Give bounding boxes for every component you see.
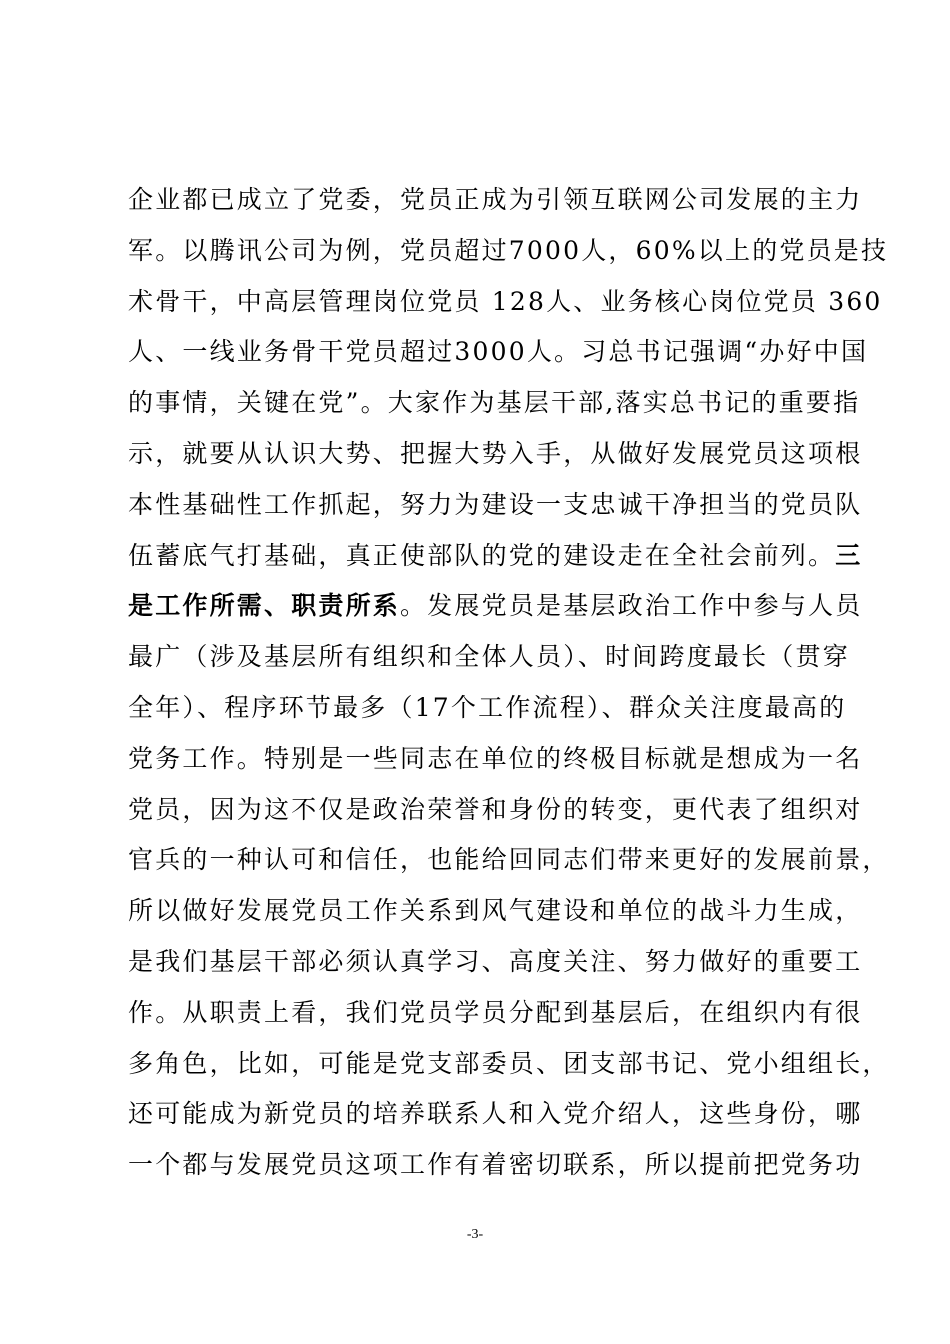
text-line: 军。以腾讯公司为例，党员超过7000人，60%以上的党员是技	[128, 235, 889, 265]
text-line: 作。从职责上看，我们党员学员分配到基层后，在组织内有很	[128, 997, 863, 1027]
bold-heading-fragment: 三	[835, 540, 863, 570]
text-line: 全年）、程序环节最多（17个工作流程）、群众关注度最高的	[128, 692, 847, 722]
text-line: 企业都已成立了党委，党员正成为引领互联网公司发展的主力	[128, 185, 863, 214]
text-line	[128, 588, 863, 639]
text-line: 多角色，比如，可能是党支部委员、团支部书记、党小组组长，	[128, 1048, 890, 1078]
text-line: 示，就要从认识大势、把握大势入手，从做好发展党员这项根	[128, 438, 863, 468]
text-line: 党务工作。特别是一些同志在单位的终极目标就是想成为一名	[128, 743, 863, 773]
text-line	[128, 538, 863, 589]
page-number: -3-	[466, 1227, 484, 1242]
text-line: 所以做好发展党员工作关系到风气建设和单位的战斗力生成，	[128, 896, 863, 926]
text-line: 官兵的一种认可和信任，也能给回同志们带来更好的发展前景，	[128, 845, 890, 875]
bold-heading: 是工作所需、职责所系	[128, 591, 401, 621]
text-segment: 。发展党员是基层政治工作中参与人员	[400, 591, 863, 621]
text-line: 术骨干，中高层管理岗位党员 128人、业务核心岗位党员 360	[128, 286, 883, 316]
text-line: 一个都与发展党员这项工作有着密切联系，所以提前把党务功	[128, 1150, 863, 1180]
text-line: 党员，因为这不仅是政治荣誉和身份的转变，更代表了组织对	[128, 794, 863, 824]
text-segment: 伍蓄底气打基础，真正使部队的党的建设走在全社会前列。	[128, 540, 836, 570]
document-body	[128, 182, 890, 1198]
text-line: 的事情，关键在党”。大家作为基层干部,落实总书记的重要指	[128, 388, 861, 418]
text-line: 是我们基层干部必须认真学习、高度关注、努力做好的重要工	[128, 946, 863, 976]
text-line: 人、一线业务骨干党员超过3000人。习总书记强调“办好中国	[128, 337, 869, 367]
text-line: 最广（涉及基层所有组织和全体人员）、时间跨度最长（贯穿	[128, 642, 850, 672]
text-line: 本性基础性工作抓起，努力为建设一支忠诚干净担当的党员队	[128, 489, 863, 519]
text-line: 还可能成为新党员的培养联系人和入党介绍人，这些身份，哪	[128, 1099, 863, 1129]
